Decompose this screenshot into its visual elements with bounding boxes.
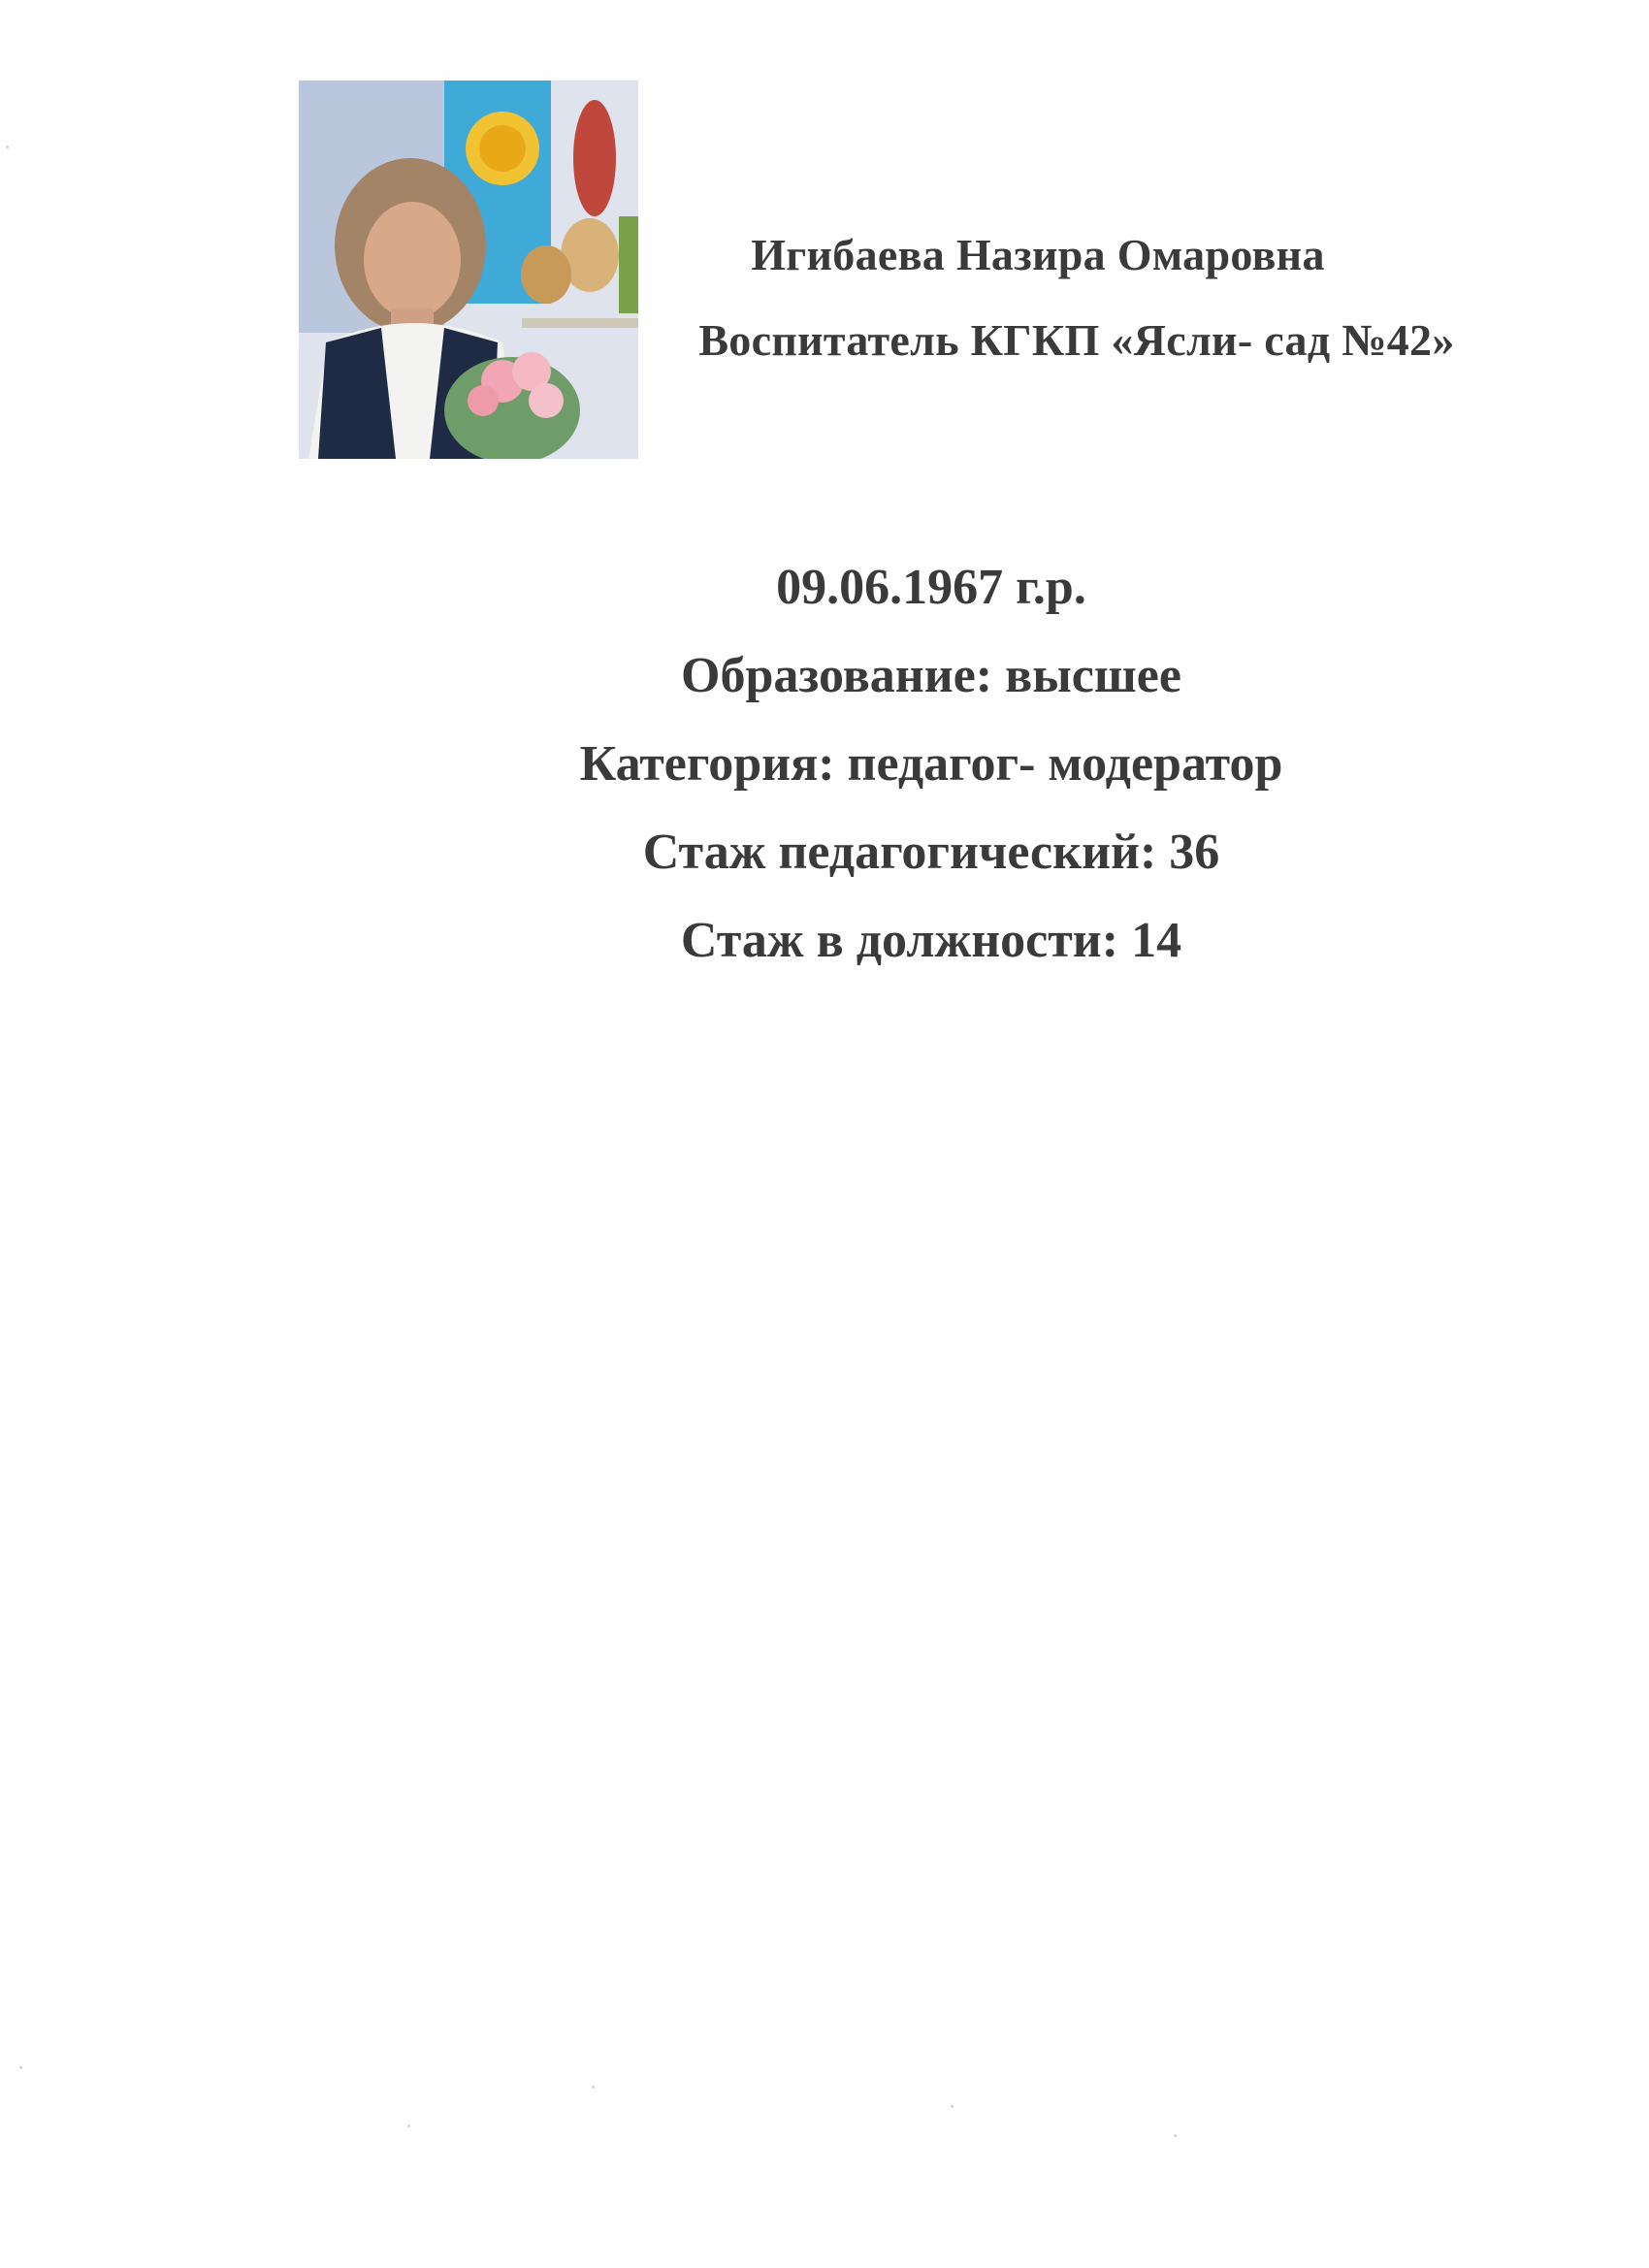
category: Категория: педагог- модератор [579,736,1283,792]
birth-date: 09.06.1967 г.р. [776,560,1086,615]
scan-speck [19,2066,22,2069]
education: Образование: высшее [681,648,1181,703]
scan-speck [1174,2134,1177,2137]
scan-speck [592,2086,595,2089]
scan-speck [6,146,9,148]
job-position: Воспитатель КГКП «Ясли- сад №42» [698,315,1455,365]
scan-speck [407,2124,410,2127]
teaching-experience: Стаж педагогический: 36 [642,825,1220,880]
full-name: Игибаева Назира Омаровна [751,230,1325,279]
scan-speck [951,2105,954,2108]
portrait-photo [299,81,638,459]
position-experience: Стаж в должности: 14 [680,913,1182,968]
